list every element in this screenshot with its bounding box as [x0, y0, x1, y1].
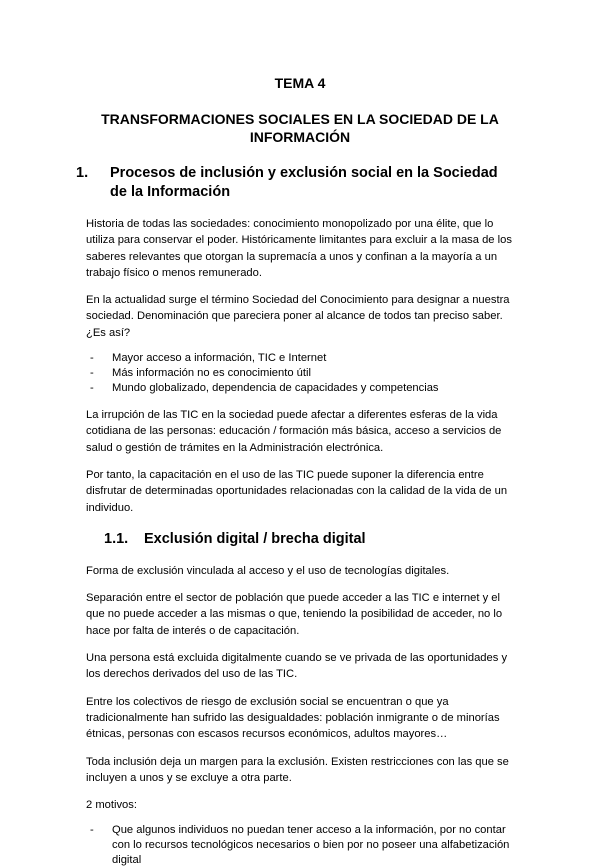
list-item-text: Mayor acceso a información, TIC e Internet [112, 352, 327, 365]
paragraph: Historia de todas las sociedades: conocimiento monopolizado por una élite, que lo utiliza para conservar el poder. Históricamente limitantes para excluir a la masa de los saberes relevantes que otorgan la supremacía a unos y confinan a la mayoría a un trabajo físico o menos remunerado. [86, 218, 512, 279]
dash-marker: - [90, 382, 94, 395]
list-item [86, 381, 514, 396]
document-title: TEMA 4 [274, 75, 326, 91]
list-item-text: Mundo globalizado, dependencia de capacidades y competencias [112, 382, 439, 395]
section-1-title: Procesos de inclusión y exclusión social en la Sociedad de la Información [110, 165, 498, 200]
list-item-text: Más información no es conocimiento útil [112, 367, 311, 380]
section-1-1-number: 1.1. [104, 530, 129, 547]
bullet-list [86, 823, 514, 868]
bullet-list [86, 351, 514, 396]
dash-marker: - [90, 367, 94, 380]
list-item [86, 351, 514, 366]
paragraph: Entre los colectivos de riesgo de exclusión social se encuentran o que ya tradicionalmente han sufrido las desigualdades: población inmigrante o de minorías étnicas, personas con escasos recursos económicos, adultos mayores… [86, 695, 500, 741]
document-subtitle: TRANSFORMACIONES SOCIALES EN LA SOCIEDAD DE LA INFORMACIÓN [101, 111, 499, 145]
list-item [86, 823, 514, 868]
dash-marker: - [90, 824, 94, 837]
list-item [86, 366, 514, 381]
paragraph: Forma de exclusión vinculada al acceso y el uso de tecnologías digitales. [86, 564, 450, 577]
section-1-1-title: Exclusión digital / brecha digital [144, 530, 366, 547]
paragraph: Una persona está excluida digitalmente cuando se ve privada de las oportunidades y los derechos derivados del uso de las TIC. [86, 652, 508, 681]
paragraph: 2 motivos: [86, 799, 137, 812]
paragraph: La irrupción de las TIC en la sociedad puede afectar a diferentes esferas de la vida cotidiana de las personas: educación / formación más básica, acceso a servicios de salud o gestión de trámites en la Administración electrónica. [86, 409, 502, 454]
section-1-heading [76, 164, 514, 202]
list-item-text: Que algunos individuos no puedan tener acceso a la información, por no contar con lo recursos tecnológicos necesarios o bien por no poseer una alfabetización digital [112, 824, 510, 867]
section-1-number: 1. [76, 165, 89, 181]
dash-marker: - [90, 352, 94, 365]
paragraph: Toda inclusión deja un margen para la exclusión. Existen restricciones con las que se incluyen a unos y se excluye a otra parte. [86, 755, 509, 784]
section-1-1-heading [104, 530, 514, 549]
paragraph: Separación entre el sector de población que puede acceder a las TIC e internet y el que no puede acceder a las mismas o que, teniendo la posibilidad de acceder, no lo hace por falta de interés o de capacitación. [86, 592, 503, 637]
paragraph: Por tanto, la capacitación en el uso de las TIC puede suponer la diferencia entre disfrutar de determinadas oportunidades relacionadas con la calidad de la vida de un individuo. [86, 468, 508, 514]
paragraph: En la actualidad surge el término Sociedad del Conocimiento para designar a nuestra sociedad. Denominación que pareciera poner al alcance de todos tan preciso saber. ¿Es así? [86, 294, 510, 339]
